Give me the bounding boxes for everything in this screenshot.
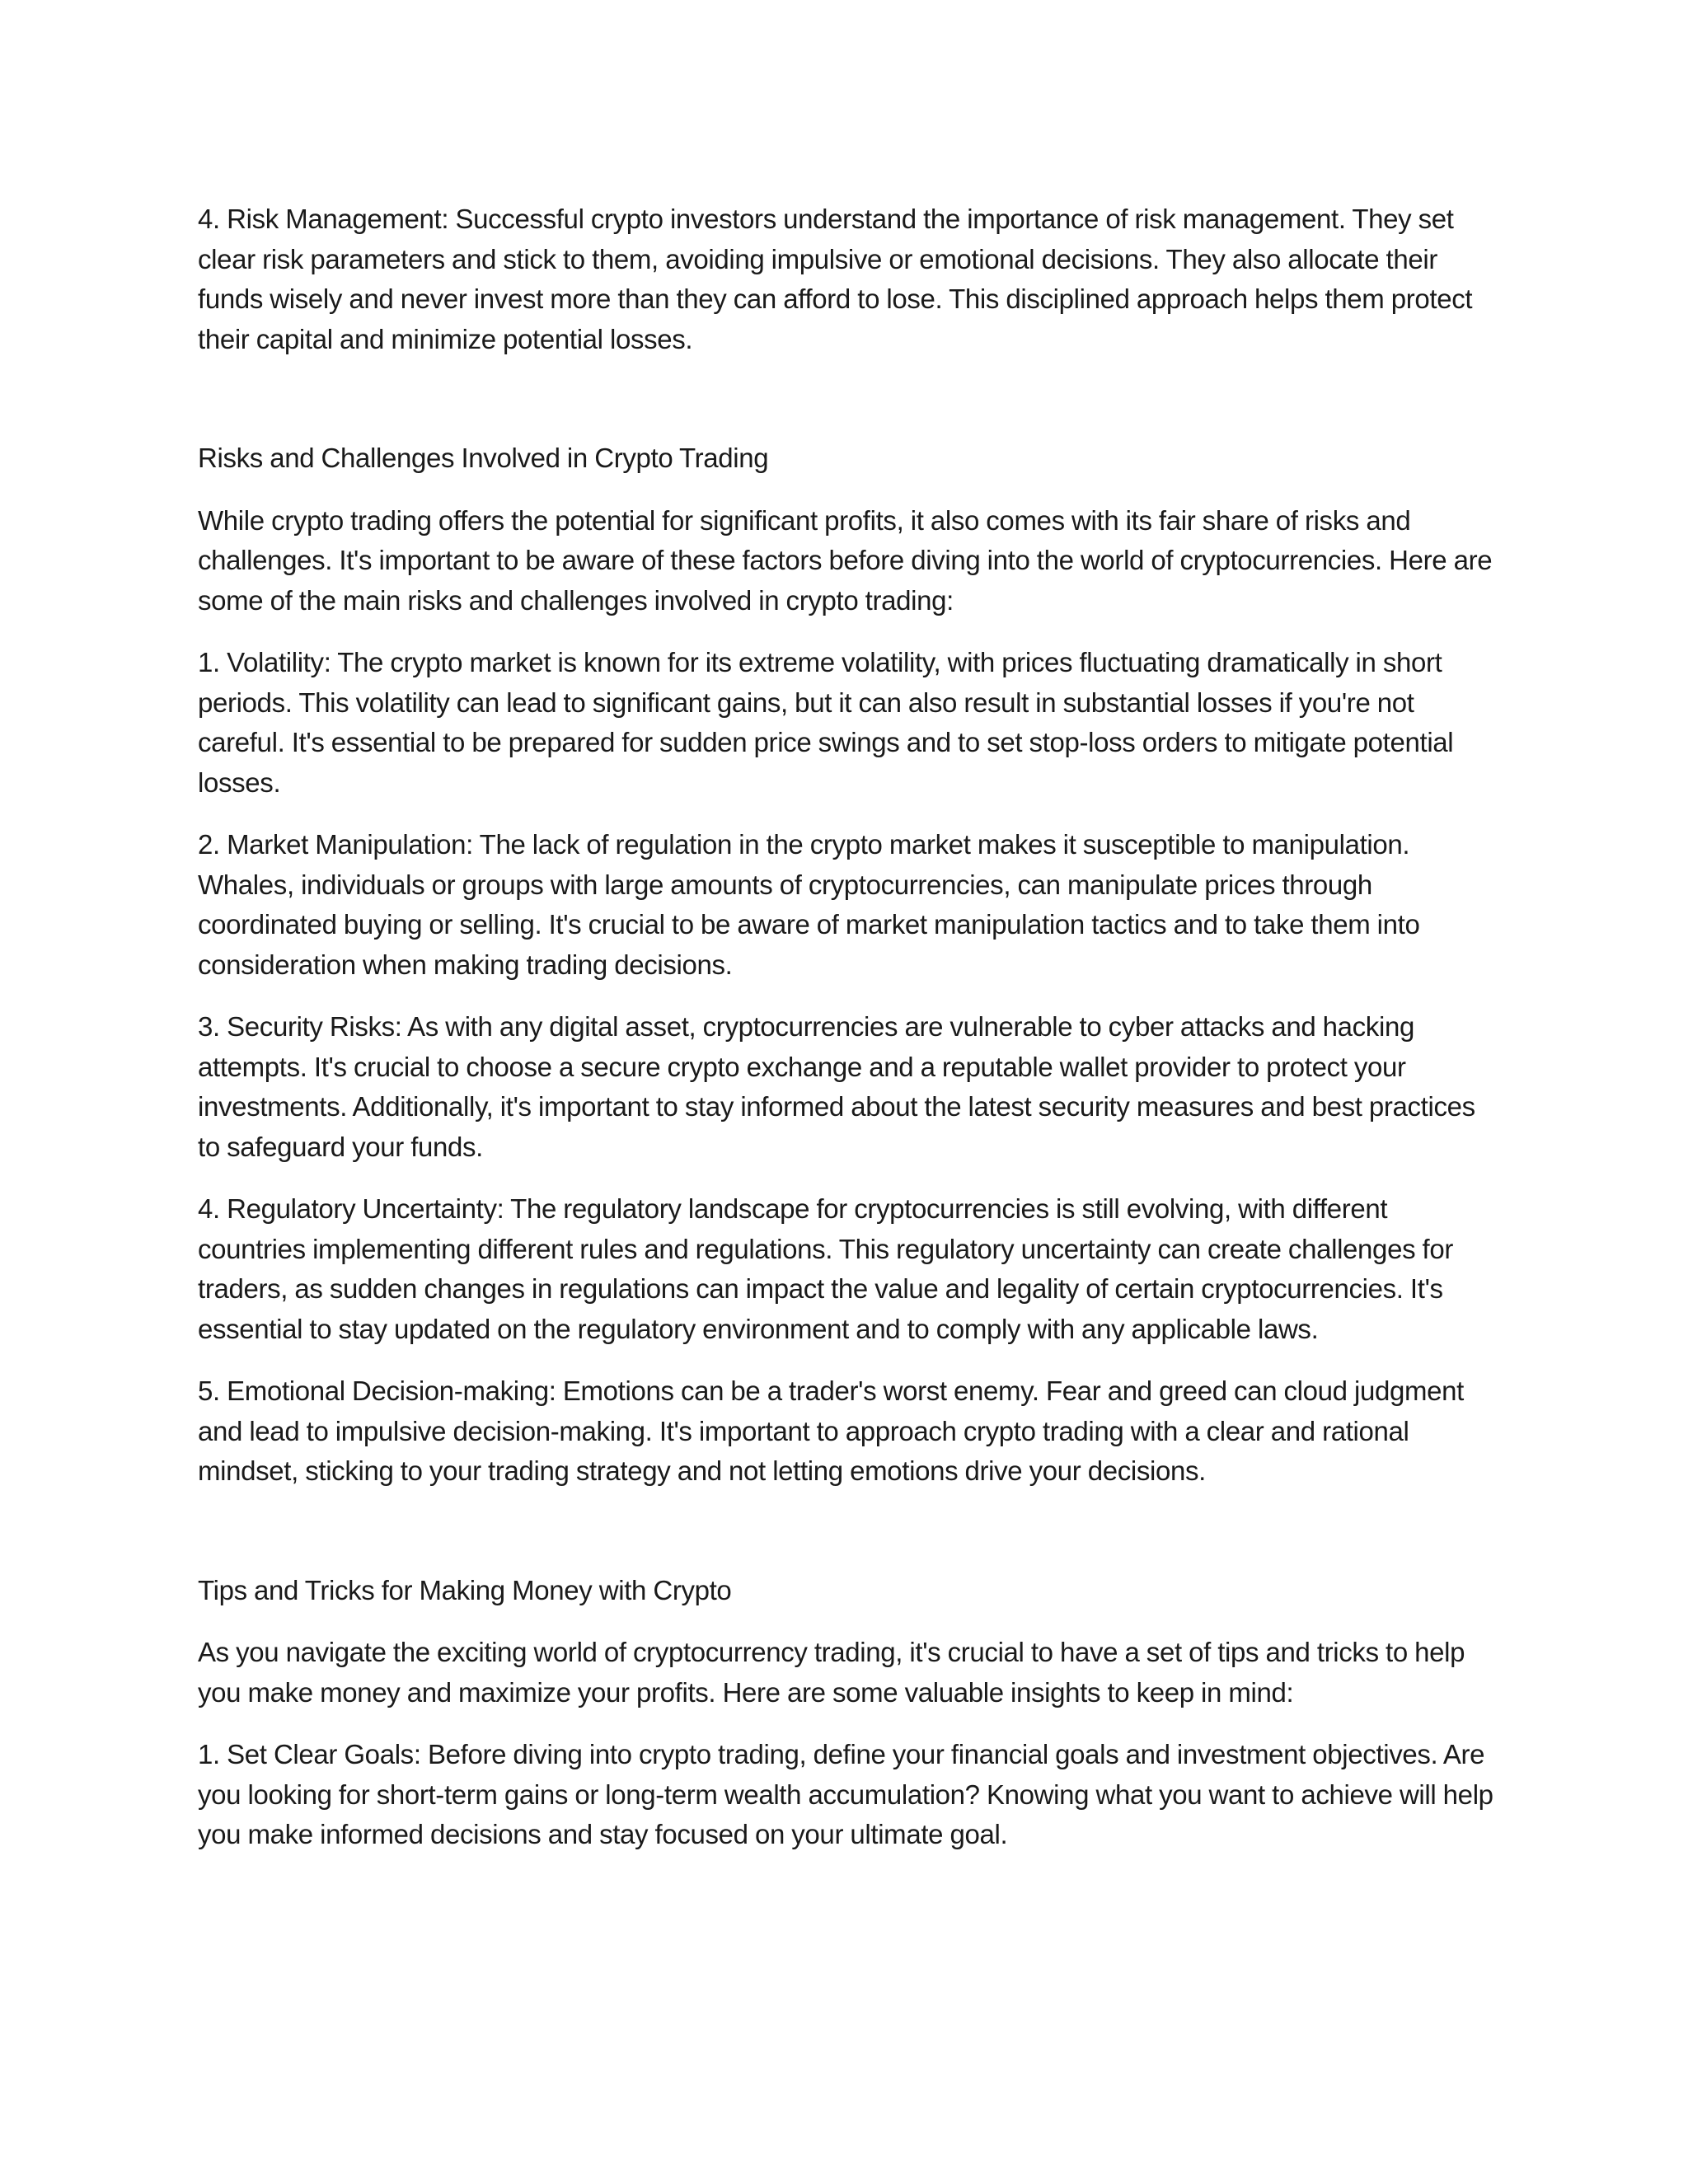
risk-management-paragraph: 4. Risk Management: Successful crypto investors understand the importance of risk management. They set clear risk parameters and stick to them, avoiding impulsive or emotional decisions. They also allocate their funds wisely and never invest more than they can afford to lose. This disciplined approach helps them protect their capital and minimize potential losses. xyxy=(198,204,1473,354)
risks-section-heading: Risks and Challenges Involved in Crypto Trading xyxy=(198,443,769,473)
document-body xyxy=(198,199,1500,1877)
risk-item-security-risks: 3. Security Risks: As with any digital asset, cryptocurrencies are vulnerable to cyber attacks and hacking attempts. It's crucial to choose a secure crypto exchange and a reputable wallet provider to protect your investments. Additionally, it's important to stay informed about the latest security measures and best practices to safeguard your funds. xyxy=(198,1011,1475,1162)
tips-section-intro: As you navigate the exciting world of cryptocurrency trading, it's crucial to have a set of tips and tricks to help you make money and maximize your profits. Here are some valuable insights to keep in mind: xyxy=(198,1637,1465,1708)
tip-item-set-clear-goals: 1. Set Clear Goals: Before diving into crypto trading, define your financial goals and investment objectives. Are you looking for short-term gains or long-term wealth accumulation? Knowing what you want to achieve will help you make informed decisions and stay focused on your ultimate goal. xyxy=(198,1739,1493,1849)
risk-item-regulatory-uncertainty: 4. Regulatory Uncertainty: The regulatory landscape for cryptocurrencies is still evolving, with different countries implementing different rules and regulations. This regulatory uncertainty can create challenges for traders, as sudden changes in regulations can impact the value and legality of certain cryptocurrencies. It's essential to stay updated on the regulatory environment and to comply with any applicable laws. xyxy=(198,1193,1453,1344)
risk-item-market-manipulation: 2. Market Manipulation: The lack of regulation in the crypto market makes it susceptible to manipulation. Whales, individuals or groups with large amounts of cryptocurrencies, can manipulate prices through coordinated buying or selling. It's crucial to be aware of market manipulation tactics and to take them into consideration when making trading decisions. xyxy=(198,829,1420,980)
risks-section-intro: While crypto trading offers the potential for significant profits, it also comes with its fair share of risks and challenges. It's important to be aware of these factors before diving into the world of cryptocurrencies. Here are some of the main risks and challenges involved in crypto trading: xyxy=(198,504,1493,616)
tips-section-heading: Tips and Tricks for Making Money with Crypto xyxy=(198,1574,732,1605)
risk-item-volatility: 1. Volatility: The crypto market is known for its extreme volatility, with prices fluctuating dramatically in short periods. This volatility can lead to significant gains, but it can also result in substantial losses if you're not careful. It's essential to be prepared for sudden price swings and to set stop-loss orders to mitigate potential losses. xyxy=(198,647,1454,798)
risk-item-emotional-decision-making: 5. Emotional Decision-making: Emotions can be a trader's worst enemy. Fear and greed can cloud judgment and lead to impulsive decision-making. It's important to approach crypto trading with a clear and rational mindset, sticking to your trading strategy and not letting emotions drive your decisions. xyxy=(198,1376,1464,1486)
